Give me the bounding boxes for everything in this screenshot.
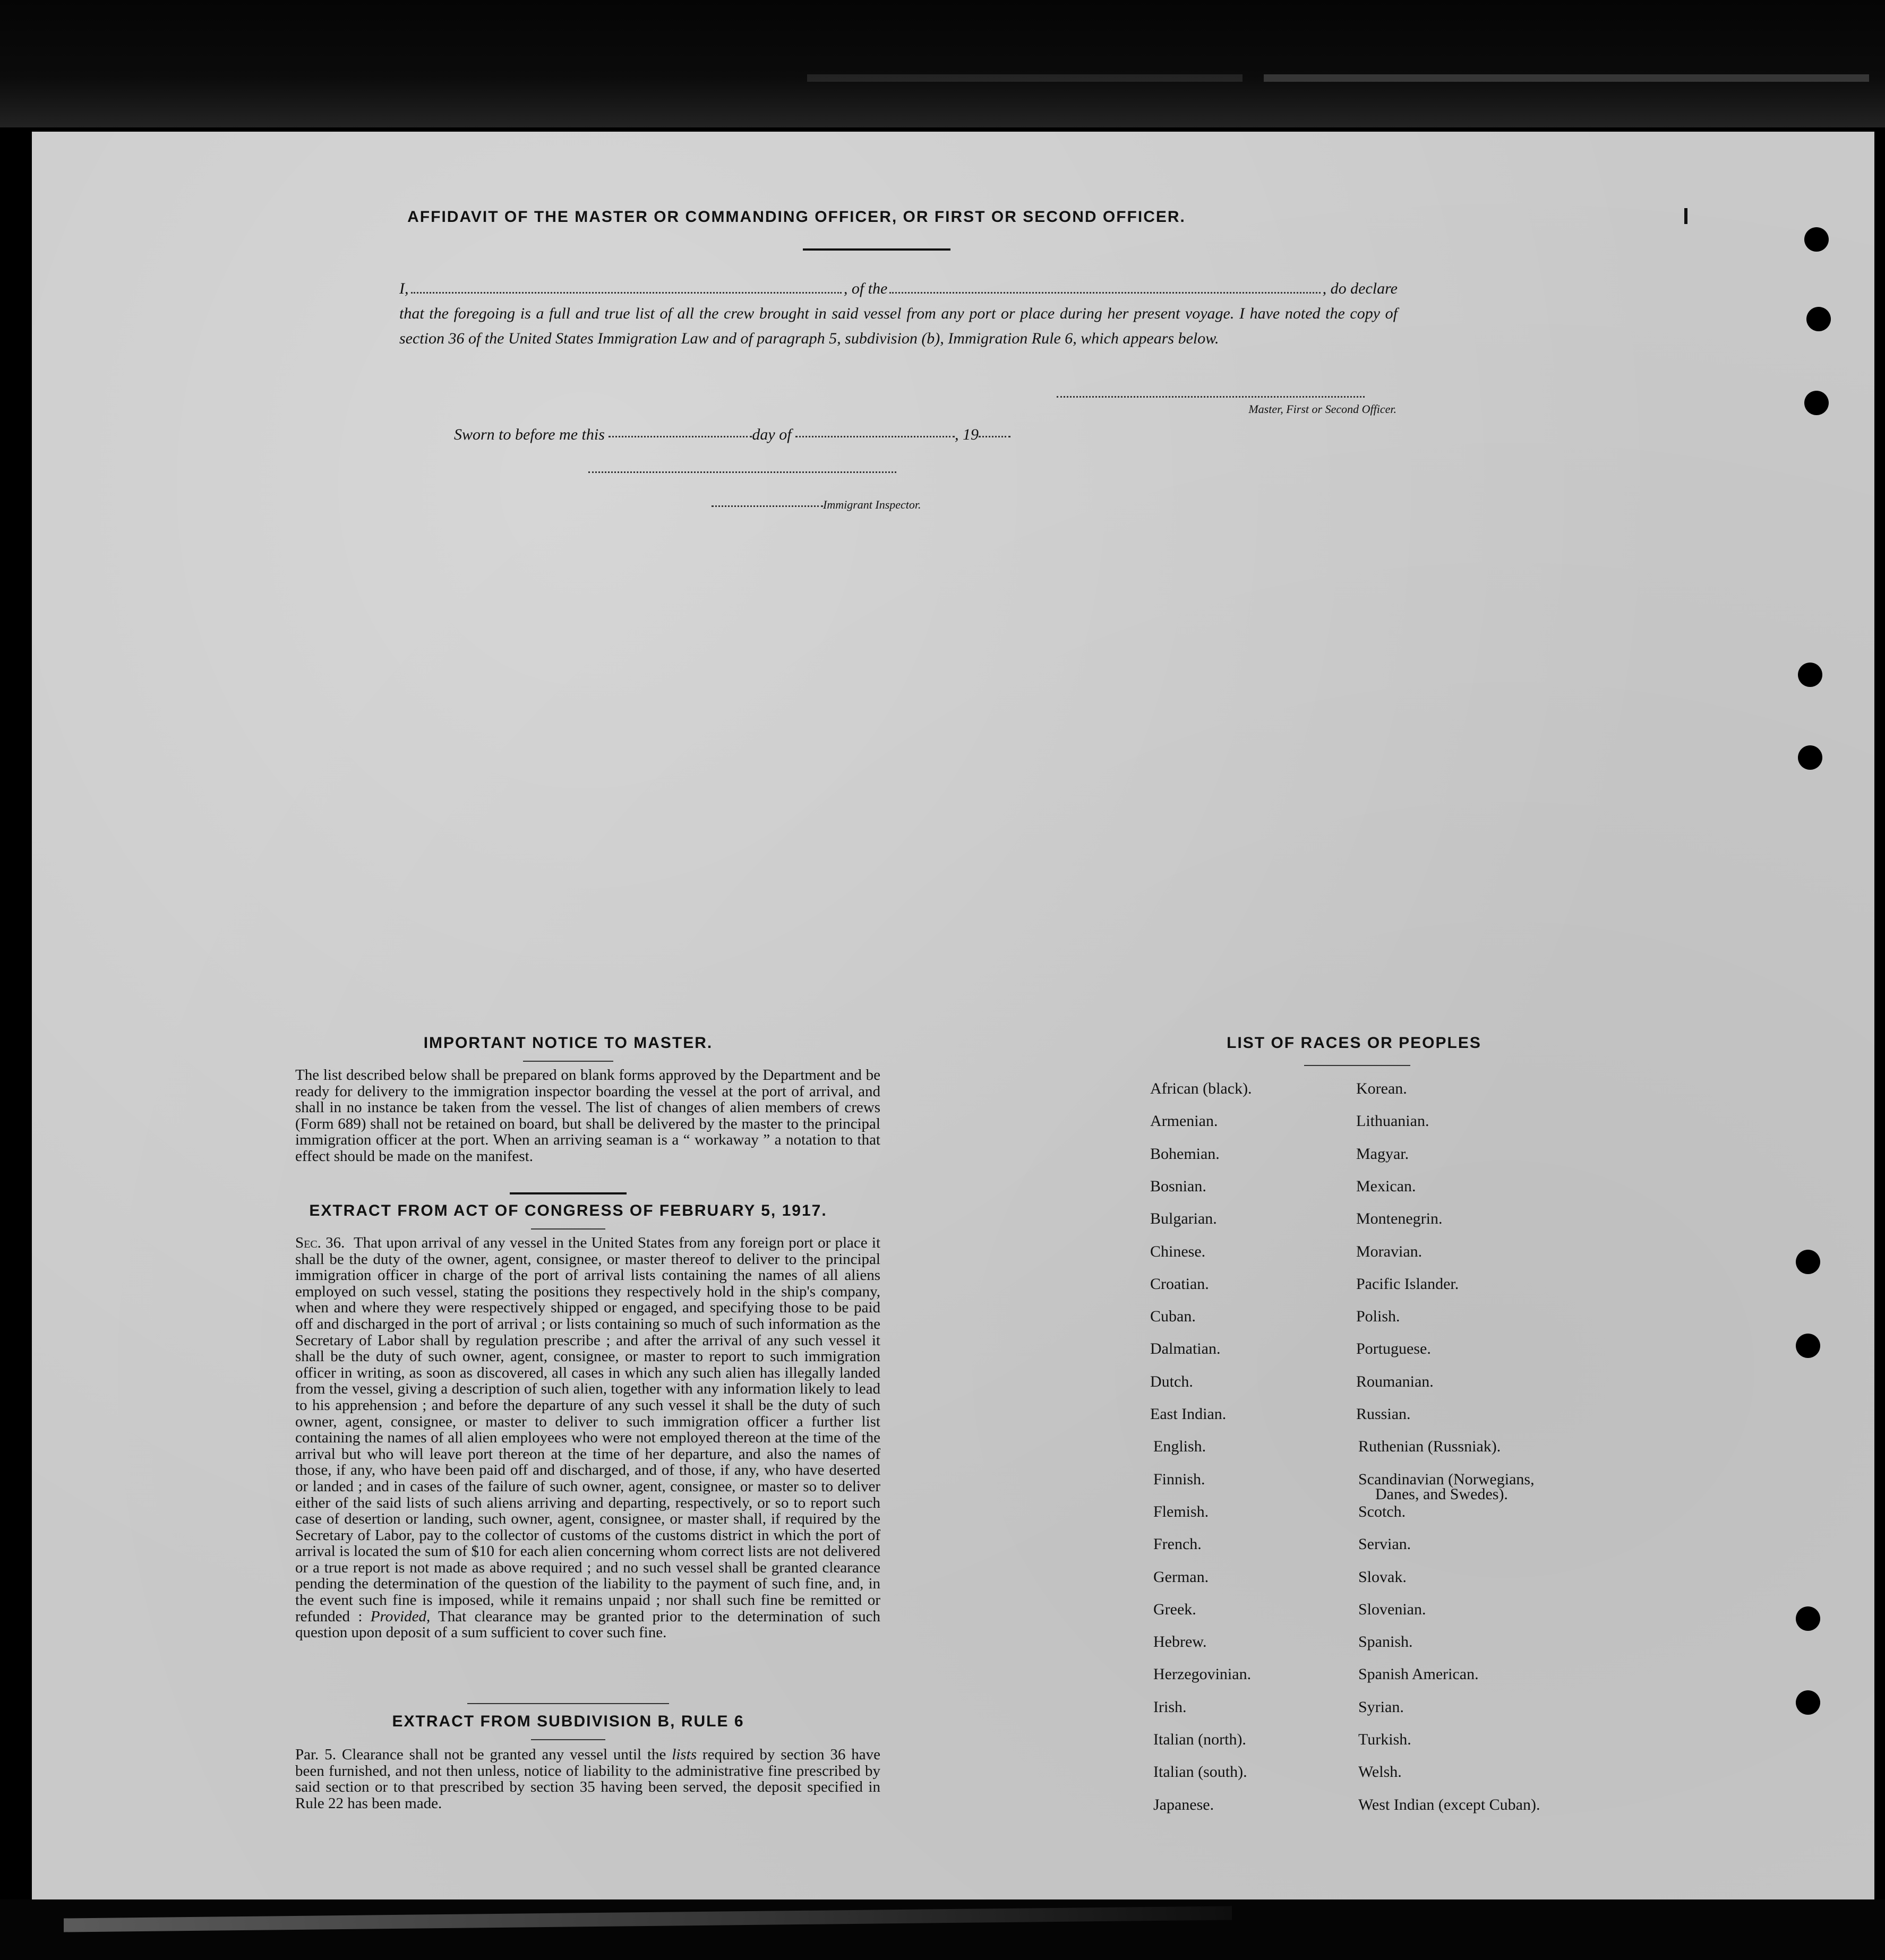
race-item: English. [1153,1438,1206,1456]
rule-extract-title: EXTRACT FROM SUBDIVISION B, RULE 6 [392,1713,744,1730]
races-rule [1304,1065,1410,1066]
section-label: Sec. 36. [295,1234,345,1251]
race-item: German. [1153,1568,1209,1586]
inspector-label: Immigrant Inspector. [823,498,921,511]
act-provided: Provided, [370,1607,431,1625]
rule-extract-text [260,1747,880,1811]
affidavit-title: AFFIDAVIT OF THE MASTER OR COMMANDING OFFICER, OR FIRST OR SECOND OFFICER. [407,208,1186,226]
race-item: Italian (north). [1153,1731,1246,1748]
race-item: Polish. [1356,1308,1400,1326]
race-item: Italian (south). [1153,1763,1247,1781]
race-item: Herzegovinian. [1153,1665,1252,1683]
race-item: Montenegrin. [1356,1210,1443,1228]
race-item: Scotch. [1358,1502,1406,1520]
race-item: Roumanian. [1356,1372,1434,1390]
punch-hole [1796,1334,1820,1358]
scan-edge [64,1906,1232,1932]
race-item: Magyar. [1356,1145,1409,1163]
race-item: Pacific Islander. [1356,1275,1459,1293]
scan-streak [1264,74,1869,82]
notice-rule [523,1061,613,1062]
race-item: Servian. [1358,1535,1411,1553]
sworn-text-a: Sworn to before me this [454,426,605,443]
margin-mark [1684,208,1687,224]
act-paragraph [260,1235,880,1641]
scan-top-border [0,0,1885,127]
race-item: Slovenian. [1358,1600,1426,1618]
inspector-name-blank[interactable] [712,505,823,507]
notice-text [260,1067,880,1165]
rule-text-b: required by section 36 have been furnished, and not then unless, notice of liability to the administrative fine prescribed by said section or to that prescribed by section 35 having been served, the deposit specified in Rule 22 has been made. [295,1746,880,1812]
race-item: African (black). [1150,1080,1252,1097]
affidavit-declaration-line [399,276,1398,301]
punch-hole [1796,1690,1820,1715]
race-item: Cuban. [1150,1308,1196,1326]
race-item: Flemish. [1153,1502,1209,1520]
sworn-line [454,426,1091,444]
race-item: Spanish American. [1358,1665,1479,1683]
race-item: Danes, and Swedes). [1375,1485,1508,1503]
races-title: LIST OF RACES OR PEOPLES [1227,1034,1481,1052]
race-item: French. [1153,1535,1202,1553]
rule-text-a: Par. 5. Clearance shall not be granted any vessel until the [295,1746,666,1763]
section-rule [467,1703,669,1704]
race-item: Bosnian. [1150,1177,1206,1195]
affidavit-line1-c: , do declare [1322,280,1398,297]
race-item: Slovak. [1358,1568,1407,1586]
section-rule [510,1192,627,1194]
affidavit-line1-b: , of the [843,280,888,297]
race-item: Portuguese. [1356,1340,1431,1358]
race-item: Hebrew. [1153,1633,1207,1651]
punch-hole [1804,391,1829,415]
inspector-signature-blank[interactable] [588,471,896,473]
race-item: Dutch. [1150,1372,1193,1390]
scan-streak [807,74,1243,82]
act-extract-title: EXTRACT FROM ACT OF CONGRESS OF FEBRUARY 5, 1917. [309,1202,827,1219]
name-blank[interactable] [411,291,842,294]
scan-bottom-border [0,1899,1885,1960]
race-item: Ruthenian (Russniak). [1358,1438,1501,1456]
act-rule [531,1228,605,1230]
race-item: Mexican. [1356,1177,1416,1195]
vessel-blank[interactable] [889,291,1320,294]
rule-paragraph [260,1747,880,1811]
act-text: That upon arrival of any vessel in the United States from any foreign port or place it shall be the duty of the owner, agent, consignee, or master thereof to deliver to the principal immigration officer in charge of the port of arrival lists containing the names of all aliens employed on such vessel, stating the positions they respectively hold in the ship's company, when and where they were respectively shipped or engaged, and specifying those to be paid off and discharged in the port of arrival ; or lists containing so much of such information as the Secretary of Labor shall by regulation prescribe ; and after the arrival of any such vessel it shall be the duty of such owner, agent, consignee, or master to report to such immigration officer in writing, as soon as discovered, all cases in which any such alien has illegally landed from the vessel, giving a description of such alien, together with any information likely to lead to his apprehension ; and before the departure of any such vessel it shall be the duty of such owner, agent, consignee, or master to deliver to such immigration officer a further list containing the names of all alien employees who were not employed thereon at the time of the arrival but who will leave port thereon at the time of her departure, and also the names of those, if any, who have been paid off and discharged, and of those, if any, who have deserted or landed ; and in cases of the failure of such owner, agent, consignee, or master so to deliver either of the said lists of such aliens arriving and departing, respectively, or so to report such case of desertion or landing, such owner, agent, consignee, or master shall, if required by the Secretary of Labor, pay to the collector of customs of the customs district in which the port of arrival is located the sum of $10 for each alien concerning whom correct lists are not delivered or a true report is not made as above required ; and no such vessel shall be granted clearance pending the determination of the question of the liability to the payment of such fine, and, in the event such fine is imposed, while it remains unpaid ; nor shall such fine be remitted or refunded : [295,1234,881,1625]
race-item: Bohemian. [1150,1145,1220,1163]
master-signature-blank[interactable] [1057,396,1365,398]
master-signature-label: Master, First or Second Officer. [1248,402,1396,416]
race-item: East Indian. [1150,1405,1227,1423]
punch-hole [1798,745,1822,770]
race-item: Russian. [1356,1405,1411,1423]
inspector-label-row [712,498,921,512]
punch-hole [1796,1606,1820,1631]
race-item: Greek. [1153,1600,1196,1618]
race-item: Spanish. [1358,1633,1413,1651]
rule-lists-word: lists [672,1746,697,1763]
punch-hole [1798,663,1822,687]
notice-title: IMPORTANT NOTICE TO MASTER. [423,1034,713,1052]
act-text-end: That clearance may be granted prior to the determination of such question upon deposit of a sum sufficient to cover such fine. [295,1607,880,1641]
race-item: Welsh. [1358,1763,1402,1781]
sworn-month-blank[interactable] [795,436,955,437]
race-item: West Indian (except Cuban). [1358,1795,1540,1813]
affidavit-line1-a: I, [399,280,409,297]
title-rule [803,248,950,251]
notice-paragraph: The list described below shall be prepared on blank forms approved by the Department and be ready for delivery to the immigration inspector boarding the vessel at the port of arrival, and shall in no instance be taken from the vessel. The list of changes of alien members of crews (Form 689) shall not be retained on board, but shall be delivered by the master to the principal immigration officer at the port. When an arriving seaman is a “ workaway ” a notation to that effect should be made on the manifest. [295,1067,880,1165]
sworn-day-blank[interactable] [609,436,752,437]
sworn-text-b: day of [752,426,792,443]
race-item: Syrian. [1358,1698,1404,1716]
punch-hole [1796,1250,1820,1274]
affidavit-statement: that the foregoing is a full and true list of all the crew brought in said vessel from any port or place during her present voyage. I have noted the copy of section 36 of the United States Immigration Law and of paragraph 5, subdivision (b), Immigration Rule 6, which appears below. [399,305,1398,347]
race-item: Chinese. [1150,1242,1206,1260]
sworn-text-c: , 19 [955,426,979,443]
act-extract-text [260,1235,880,1641]
race-item: Turkish. [1358,1731,1411,1748]
punch-hole [1806,307,1831,331]
rule-rule [531,1739,605,1740]
race-item: Dalmatian. [1150,1340,1221,1358]
race-item: Moravian. [1356,1242,1423,1260]
race-item: Irish. [1153,1698,1187,1716]
race-item: Korean. [1356,1080,1407,1097]
race-item: Japanese. [1153,1795,1214,1813]
race-item: Armenian. [1150,1112,1218,1130]
race-item: Lithuanian. [1356,1112,1429,1130]
affidavit-body [399,276,1398,351]
sworn-year-blank[interactable] [979,436,1010,437]
race-item: Scandinavian (Norwegians, [1358,1470,1535,1488]
race-item: Bulgarian. [1150,1210,1217,1228]
race-item: Finnish. [1153,1470,1205,1488]
punch-hole [1804,227,1829,252]
race-item: Croatian. [1150,1275,1209,1293]
